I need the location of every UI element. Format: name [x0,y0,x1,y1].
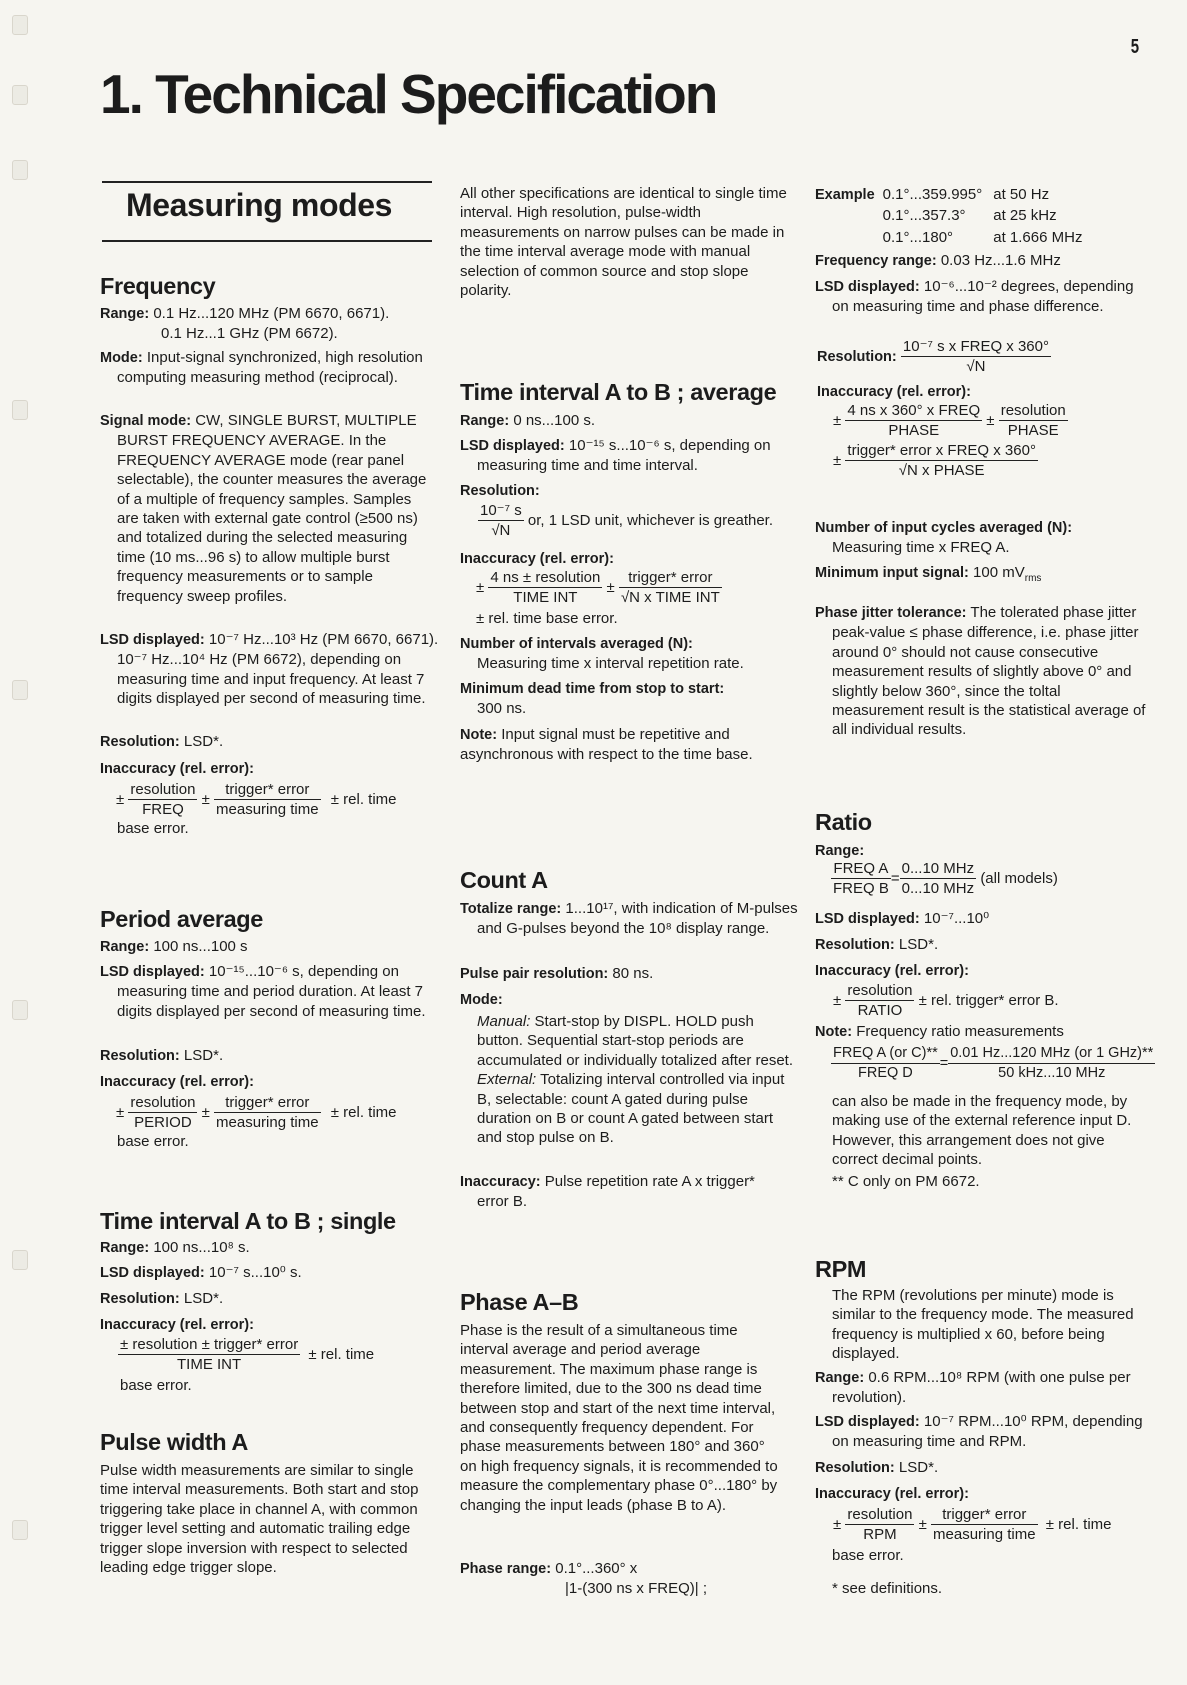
phase-inaccuracy-label: Inaccuracy (rel. error): [817,384,971,400]
section-rule [102,240,432,242]
ti-average-resolution-label: Resolution: [460,483,540,499]
binding-hole [12,15,28,35]
rpm-footnote: * see definitions. [832,1580,943,1597]
frequency-inaccuracy-label: Inaccuracy (rel. error): [100,761,254,777]
ratio-heading: Ratio [815,809,872,835]
ti-average-resolution-formula: $\frac{\text{10⁻⁷ s}}{√N}$ or, 1 LSD unit, whichever is greather. [480,502,774,540]
ratio-lsd: LSD displayed: 10⁻⁷...10⁰ [815,910,990,927]
phase-formula: ± $\frac{\text{4 ns x 360° x FREQ}}{\text{PHASE}}$ ± $\frac{\text{resolution}}{\text{PHASE}}$ ± $\frac{\text{trigger* error x FREQ x 360°}}{\text{√N x PHASE}}$ [833,402,1066,480]
phase-resolution: Resolution: $\frac{\text{10⁻⁷ s x FREQ x 360°}}{√N}$ [817,338,1049,376]
ti-average-inaccuracy-label: Inaccuracy (rel. error): [460,551,614,567]
binding-hole [12,1000,28,1020]
ti-intro-text: All other specifications are identical to single time interval. High resolution, pulse-width measurements on narrow pulses can be made in the time interval average mode with manual selection of common source and stop slope polarity. [460,185,787,300]
count-mode-text: Manual: Start-stop by DISPL. HOLD push button. Sequential start-stop periods are accumulated or individually totalized after reset. External: Totalizing interval controlled via input B, selectable: count A gated during pulse duration on B or count A gated between start and stop pulse on B. [477,1013,793,1147]
frequency-resolution: Resolution: LSD*. [100,733,224,750]
ti-average-note: Note: Input signal must be repetitive and asynchronous with respect to the time base. [460,726,753,764]
binding-hole [12,400,28,420]
frequency-heading: Frequency [100,273,216,299]
ratio-note-formula: $\frac{\text{FREQ A (or C)**}}{\text{FREQ D}}$ = $\frac{\text{0.01 Hz...120 MHz (or 1 GHz)**}}{\text{50 kHz...10 MHz}}$ [833,1045,1154,1082]
phase-example: Example 0.1°...359.995° at 50 Hz 0.1°...357.3° at 25 kHz 0.1°...180° at 1.666 MHz [815,186,1083,246]
ti-average-dead-time: Minimum dead time from stop to start: 300 ns. [460,681,725,718]
ti-single-formula: $\frac{\text{± resolution ± trigger* error}}{\text{TIME INT}}$ ± rel. time [120,1336,375,1374]
ti-single-lsd: LSD displayed: 10⁻⁷ s...10⁰ s. [100,1264,302,1281]
phase-lsd: LSD displayed: 10⁻⁶...10⁻² degrees, depending on measuring time and phase difference. [815,278,1134,316]
binding-hole [12,160,28,180]
rpm-heading: RPM [815,1256,867,1282]
period-formula-tail: base error. [117,1133,189,1150]
phase-range: Phase range: 0.1°...360° x |1-(300 ns x FREQ)| ; [460,1560,707,1598]
count-inaccuracy: Inaccuracy: Pulse repetition rate A x trigger* error B. [460,1173,755,1211]
ti-single-range: Range: 100 ns...10⁸ s. [100,1239,250,1256]
pulse-width-heading: Pulse width A [100,1429,248,1455]
pulse-width-text: Pulse width measurements are similar to single time interval measurements. Both start and stop triggering take place in channel A, with common trigger level setting and automatic trailing edge trigger slope inversion with respect to selected leading edge trigger slope. [100,1462,419,1577]
section-rule [102,181,432,183]
rpm-formula: ± $\frac{\text{resolution}}{\text{RPM}}$ ± $\frac{\text{trigger* error}}{\text{measuring time}}$ ± rel. time [833,1506,1112,1544]
rpm-inaccuracy-label: Inaccuracy (rel. error): [815,1486,969,1502]
phase-min-input: Minimum input signal: 100 $mV_{rms}$ [815,564,1042,584]
phase-heading: Phase A–B [460,1289,579,1315]
binding-hole [12,680,28,700]
rpm-lsd: LSD displayed: 10⁻⁷ RPM...10⁰ RPM, depending on measuring time and RPM. [815,1413,1143,1451]
frequency-formula-tail: base error. [117,820,189,837]
rpm-text: The RPM (revolutions per minute) mode is similar to the frequency mode. The measured frequency is multiplied x 60, before being displayed. [832,1287,1134,1363]
ratio-note: Note: Frequency ratio measurements [815,1023,1064,1040]
period-formula: ± $\frac{\text{resolution}}{\text{PERIOD}}$ ± $\frac{\text{trigger* error}}{\text{measuring time}}$ ± rel. time [116,1094,397,1132]
phase-frequency-range: Frequency range: 0.03 Hz...1.6 MHz [815,252,1061,269]
ratio-footnote: ** C only on PM 6672. [832,1173,980,1190]
count-pulse-pair: Pulse pair resolution: 80 ns. [460,965,654,982]
period-inaccuracy-label: Inaccuracy (rel. error): [100,1074,254,1090]
ratio-formula: ± $\frac{\text{resolution}}{\text{RATIO}}$ ± rel. trigger* error B. [833,982,1059,1020]
rpm-range: Range: 0.6 RPM...10⁸ RPM (with one pulse per revolution). [815,1369,1131,1407]
ti-average-heading: Time interval A to B ; average [460,379,777,405]
ratio-note-text: can also be made in the frequency mode, by making use of the external reference input D. However, this arrangement does not give correct decimal points. [832,1093,1132,1169]
frequency-mode: Mode: Input-signal synchronized, high resolution computing measuring method (reciprocal). [100,349,423,387]
ti-average-lsd: LSD displayed: 10⁻¹⁵ s...10⁻⁶ s, depending on measuring time and time interval. [460,437,771,475]
count-totalize: Totalize range: 1...10¹⁷, with indication of M-pulses and G-pulses beyond the 10⁸ display range. [460,900,798,938]
binding-hole [12,85,28,105]
rpm-resolution: Resolution: LSD*. [815,1459,939,1476]
period-resolution: Resolution: LSD*. [100,1047,224,1064]
section-heading: Measuring modes [126,187,393,223]
binding-hole [12,1250,28,1270]
frequency-range: Range: 0.1 Hz...120 MHz (PM 6670, 6671). 0.1 Hz...1 GHz (PM 6672). [100,305,390,343]
ti-single-inaccuracy-label: Inaccuracy (rel. error): [100,1317,254,1333]
ratio-range-label: Range: [815,843,865,859]
page-title: 1. Technical Specification [100,63,717,125]
phase-n-cycles: Number of input cycles averaged (N): Measuring time x FREQ A. [815,520,1073,557]
binding-hole [12,1520,28,1540]
rpm-formula-tail: base error. [832,1547,904,1564]
ratio-range-formula: $\frac{\text{FREQ A}}{\text{FREQ B}}$ = $\frac{\text{0...10 MHz}}{\text{0...10 MHz}}$ (all models) [833,860,1058,898]
page-number: 5 [1130,36,1139,58]
frequency-signal-mode: Signal mode: CW, SINGLE BURST, MULTIPLE BURST FREQUENCY AVERAGE. In the FREQUENCY AVERAGE mode (rear panel selectable), the counter measures the average of a multiple of frequency samples. Samples are taken with external gate control (≥500 ns) and totalized during the selected measuring time (10 ms...96 s) to allow multiple burst frequency measurements or to sample frequency sweep profiles. [100,412,427,605]
count-heading: Count A [460,867,548,893]
ti-average-range: Range: 0 ns...100 s. [460,412,596,429]
phase-text: Phase is the result of a simultaneous time interval average and period average measurement. The maximum phase range is therefore limited, due to the 300 ns dead time between stop and start of the next time interval, and consequently frequency dependent. For phase measurements between 180° and 360° on high frequency signals, it is recommended to measure the complementary phase 0°...180° by changing the input leads (phase B to A). [460,1322,778,1514]
period-range: Range: 100 ns...100 s [100,938,248,955]
ti-single-formula-tail: base error. [120,1377,192,1394]
period-lsd: LSD displayed: 10⁻¹⁵...10⁻⁶ s, depending on measuring time and period duration. At least 7 digits displayed per second of measuring time. [100,963,426,1020]
ratio-resolution: Resolution: LSD*. [815,936,939,953]
ti-average-n: Number of intervals averaged (N): Measuring time x interval repetition rate. [460,636,744,673]
ti-single-resolution: Resolution: LSD*. [100,1290,224,1307]
phase-jitter: Phase jitter tolerance: The tolerated phase jitter peak-value ≤ phase difference, i.e. phase jitter around 0° should not cause consecutive measurement results of slightly above 0° and slightly below 360°, since the toltal measurement result is the statistical average of all individual results. [815,604,1146,739]
ti-single-heading: Time interval A to B ; single [100,1208,396,1234]
ti-average-formula: ± $\frac{\text{4 ns ± resolution}}{\text{TIME INT}}$ ± $\frac{\text{trigger* error}}{\text{√N x TIME INT}}$ [476,569,720,607]
ratio-inaccuracy-label: Inaccuracy (rel. error): [815,963,969,979]
ti-average-formula-tail: ± rel. time base error. [476,610,618,627]
period-heading: Period average [100,906,263,932]
count-mode-label: Mode: [460,992,503,1008]
frequency-lsd: LSD displayed: 10⁻⁷ Hz...10³ Hz (PM 6670, 6671). 10⁻⁷ Hz...10⁴ Hz (PM 6672), depending on measuring time and input frequency. At least 7 digits displayed per second of measuring time. [100,631,439,708]
frequency-formula: ± $\frac{\text{resolution}}{\text{FREQ}}$ ± $\frac{\text{trigger* error}}{\text{measuring time}}$ ± rel. time [116,781,397,819]
